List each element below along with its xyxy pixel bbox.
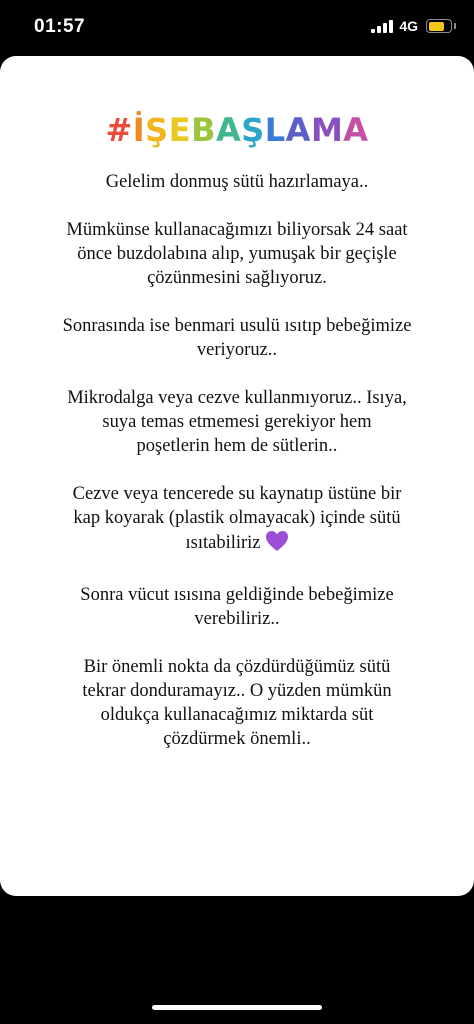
title-letter: İ: [132, 111, 146, 149]
story-paragraph-2: Mümkünse kullanacağımızı biliyorsak 24 saat önce buzdolabına alıp, yumuşak bir geçişle çözünmesini sağlıyoruz.: [66, 220, 408, 288]
purple-heart-icon: [265, 530, 289, 559]
title-letter: A: [343, 111, 369, 149]
title-letter: L: [264, 111, 286, 149]
story-paragraph-3: Sonrasında ise benmari usulü ısıtıp bebeğimize veriyoruz..: [62, 316, 412, 360]
story-paragraph-7: Bir önemli nokta da çözdürdüğümüz sütü tekrar donduramayız.. O yüzden mümkün oldukça kullanacağımız miktarda süt çözdürmek önemli..: [82, 657, 392, 749]
title-letter: B: [191, 111, 216, 149]
status-time: 01:57: [34, 16, 86, 37]
story-paragraph-5-text: Cezve veya tencerede su kaynatıp üstüne bir kap koyarak (plastik olmayacak) içinde sütü ısıtabiliriz: [72, 484, 402, 553]
title-letter: M: [310, 111, 344, 149]
battery-fill: [429, 22, 444, 31]
title-letter: Ş: [241, 111, 265, 149]
battery-cap: [454, 23, 457, 29]
story-paragraph-6: Sonra vücut ısısına geldiğinde bebeğimize verebiliriz..: [80, 585, 394, 629]
story-paragraph-1: Gelelim donmuş sütü hazırlamaya..: [105, 172, 369, 192]
status-indicators: [371, 19, 452, 33]
title-letter: A: [285, 111, 311, 149]
story-paragraph-5: [30, 482, 444, 559]
home-indicator[interactable]: [152, 1005, 322, 1010]
story-title: [0, 108, 474, 152]
story-body: [30, 170, 444, 775]
story-paragraph-4: Mikrodalga veya cezve kullanmıyoruz.. Isıya, suya temas etmemesi gerekiyor hem poşetlerin hem de sütlerin..: [67, 388, 407, 456]
title-letter: Ş: [145, 111, 169, 149]
signal-icon: [371, 20, 393, 33]
status-bar: [0, 0, 474, 56]
battery-icon: [426, 19, 452, 33]
title-letter: A: [215, 111, 242, 149]
title-letter: #: [105, 111, 133, 149]
network-label: 4G: [399, 18, 418, 34]
title-letter: E: [168, 111, 192, 149]
